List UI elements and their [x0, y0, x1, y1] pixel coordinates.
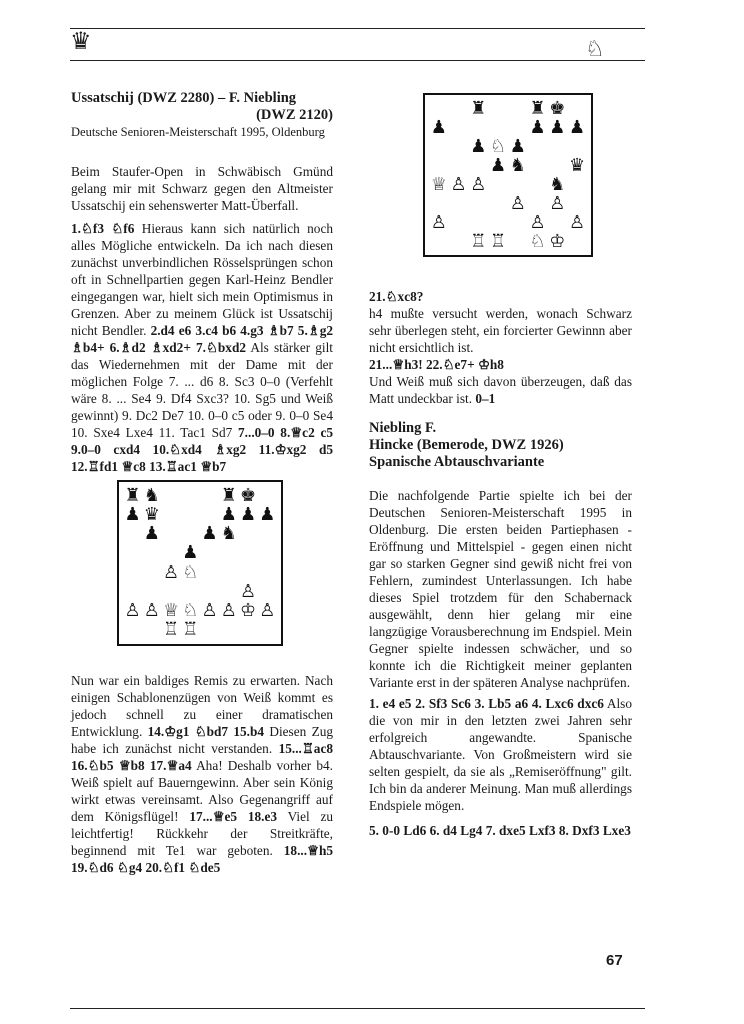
- chess-piece: ♟: [529, 116, 546, 138]
- chess-piece: ♙: [201, 600, 218, 622]
- game2-intro-text: Die nachfolgende Partie spielte ich bei der Deutschen Senioren-Meisterschaft 1995 in Oldenburg. Die ersten beiden Partiephasen - Eröffnung und Mittelspiel - gegen einen nicht gar so starken Gegner sind gewiß nicht frei von Fehlern, zumindest Unterlassungen. Ich habe dieses Spiel trotzdem für den Schabernack ausgewählt, denn hier gelang mir eine langzügige Vorausberechnung im Endspiel. Mein Gegner spielte indessen schwächer, und so konnte ich die Richtigkeit meiner geplanten Variante erst in der späteren Analyse nachprüfen.: [369, 488, 632, 690]
- chess-piece: ♘: [182, 561, 199, 583]
- commentary: Aha! Deshalb vorher b4. Weiß spielt auf Bauerngewinn. Aber sein König wirkt etwas vereinsamt. Also Gegenangriff auf dem Königsflügel!: [71, 758, 333, 824]
- chess-piece: ♟: [549, 116, 566, 138]
- commentary: h4 mußte versucht werden, wonach Schwarz sehr überlegen steht, ein forcierter Gewinnn aber nicht ersichtlich ist.: [369, 306, 632, 355]
- page-number: 67: [606, 952, 623, 969]
- board-square: [258, 582, 277, 601]
- chess-piece: ♙: [143, 600, 160, 622]
- board-square: [258, 563, 277, 582]
- chess-piece: ♟: [201, 523, 218, 545]
- chess-piece: ♟: [182, 542, 199, 564]
- board-square: [200, 505, 219, 524]
- chess-piece: ♙: [470, 173, 487, 195]
- game2-header: [369, 420, 632, 471]
- board-square: [567, 99, 587, 118]
- commentary: Diesen Zug habe ich zunächst nicht verstanden.: [71, 724, 333, 756]
- board-square: [123, 563, 142, 582]
- knight-icon: ♘: [585, 36, 605, 61]
- commentary: Nun war ein baldiges Remis zu erwarten. Nach einigen Schablonenzügen von Weiß kommt es jedoch schnell zu einer dramatischen Entwicklung.: [71, 673, 333, 739]
- board-square: [200, 563, 219, 582]
- moves: 17...♕e5 18.e3: [189, 809, 278, 824]
- board-square: [142, 621, 161, 640]
- board-square: [508, 99, 528, 118]
- board-square: [219, 621, 238, 640]
- chess-diagram-2: [423, 93, 593, 257]
- chess-piece: ♔: [549, 230, 566, 252]
- board-square: [429, 156, 449, 175]
- moves: 14.♔g1 ♘bd7 15.b4: [147, 724, 265, 739]
- chess-piece: ♞: [509, 154, 526, 176]
- chess-piece: ♙: [259, 600, 276, 622]
- game1-intro-text: Beim Staufer-Open in Schwäbisch Gmünd gelang mir mit Schwarz gegen den Altmeister Ussatschij ein sehenswerter Matt-Überfall.: [71, 164, 333, 213]
- game1-title-line1: Ussatschij (DWZ 2280) – F. Niebling: [71, 90, 297, 106]
- board-square: [449, 232, 469, 251]
- moves: 2.d4 e6 3.c4 b6 4.g3 ♗b7 5.♗g2 ♗b4+ 6.♗d2 ♗xd2+ 7.♘bxd2: [71, 323, 333, 355]
- board-square: [449, 99, 469, 118]
- chess-piece: ♙: [240, 580, 257, 602]
- chess-piece: ♟: [124, 503, 141, 525]
- chess-piece: ♔: [240, 600, 257, 622]
- chess-piece: ♖: [470, 230, 487, 252]
- chess-piece: ♙: [529, 211, 546, 233]
- commentary: Und Weiß muß sich davon überzeugen, daß das Matt undeckbar ist.: [369, 374, 632, 406]
- commentary: Also die von mir in den letzten zwei Jahren sehr erfolgreich angewandte. Spanische Abtauschvariante. Von Großmeistern wird sie selten gespielt, da sie als „Remiseröffnung" gilt. Ich bin da anderer Meinung. Man muß allerdings Endspiele mögen.: [369, 696, 632, 813]
- chess-piece: ♛: [143, 503, 160, 525]
- board-square: [548, 137, 568, 156]
- chess-piece: ♜: [220, 484, 237, 506]
- board-square: [219, 563, 238, 582]
- board-square: [567, 137, 587, 156]
- board-square: [488, 194, 508, 213]
- game2-intro: [369, 487, 632, 691]
- chess-piece: ♚: [240, 484, 257, 506]
- board-square: [528, 156, 548, 175]
- board-square: [239, 621, 258, 640]
- game2-moves: [369, 822, 632, 839]
- board-square: [123, 621, 142, 640]
- chess-piece: ♟: [470, 135, 487, 157]
- board-square: [488, 118, 508, 137]
- chess-piece: ♘: [529, 230, 546, 252]
- commentary: Viel zu leichtfertig! Rückkehr der Streitkräfte, beginnend mit Te1 war geboten.: [71, 809, 333, 858]
- chess-piece: ♞: [143, 484, 160, 506]
- chess-piece: ♘: [490, 135, 507, 157]
- board-square: [528, 175, 548, 194]
- board-square: [528, 194, 548, 213]
- board-square: [142, 544, 161, 563]
- chess-piece: ♟: [490, 154, 507, 176]
- chess-piece: ♜: [124, 484, 141, 506]
- chess-piece: ♞: [220, 523, 237, 545]
- chess-diagram-1: [117, 480, 283, 646]
- board-square: [162, 582, 181, 601]
- chess-piece: ♟: [143, 523, 160, 545]
- board-square: [162, 544, 181, 563]
- board-square: [142, 582, 161, 601]
- board-square: [239, 544, 258, 563]
- header-rule-top: [70, 28, 645, 29]
- chess-piece: ♕: [163, 600, 180, 622]
- board-square: [258, 525, 277, 544]
- chess-piece: ♙: [569, 211, 586, 233]
- game1-event: Deutsche Senioren-Meisterschaft 1995, Oldenburg: [71, 125, 325, 139]
- game1-para1: [71, 220, 333, 475]
- board-square: [469, 213, 489, 232]
- chess-piece: ♖: [163, 619, 180, 641]
- board-square: [200, 582, 219, 601]
- game1-para2: [71, 672, 333, 876]
- chess-piece: ♜: [470, 97, 487, 119]
- board-square: [219, 582, 238, 601]
- chess-piece: ♕: [430, 173, 447, 195]
- board-square: [181, 582, 200, 601]
- game1-header: [71, 90, 333, 140]
- chess-piece: ♙: [220, 600, 237, 622]
- board-square: [200, 621, 219, 640]
- board-square: [181, 486, 200, 505]
- board-square: [469, 156, 489, 175]
- moves: 21.♘xc8?: [369, 289, 424, 304]
- chess-piece: ♙: [124, 600, 141, 622]
- board-square: [162, 525, 181, 544]
- board-square: [449, 156, 469, 175]
- chess-piece: ♛: [569, 154, 586, 176]
- board-square: [449, 118, 469, 137]
- chess-piece: ♘: [182, 600, 199, 622]
- board-square: [181, 525, 200, 544]
- board-square: [162, 486, 181, 505]
- board-square: [142, 563, 161, 582]
- board-square: [508, 213, 528, 232]
- moves: 18...♕h5 19.♘d6 ♘g4 20.♘f1 ♘de5: [71, 843, 333, 875]
- board-square: [449, 213, 469, 232]
- game1-title: [71, 90, 333, 124]
- board-square: [508, 175, 528, 194]
- board-square: [219, 544, 238, 563]
- game-result: 0–1: [475, 391, 496, 406]
- board-square: [181, 505, 200, 524]
- board-square: [200, 544, 219, 563]
- board-square: [488, 175, 508, 194]
- board-square: [123, 544, 142, 563]
- board-square: [449, 194, 469, 213]
- chess-piece: ♙: [430, 211, 447, 233]
- game1-title-line2: (DWZ 2120): [256, 107, 333, 123]
- board-square: [239, 563, 258, 582]
- board-square: [548, 213, 568, 232]
- moves: 1.♘f3 ♘f6: [71, 221, 135, 236]
- moves: 1. e4 e5 2. Sf3 Sc6 3. Lb5 a6 4. Lxc6 dxc6: [369, 696, 604, 711]
- board-square: [449, 137, 469, 156]
- game1-intro: [71, 163, 333, 214]
- board-square: [429, 232, 449, 251]
- moves: 15...♖ac8 16.♘b5 ♕b8 17.♕a4: [71, 741, 333, 773]
- board-square: [488, 213, 508, 232]
- footer-rule: [70, 1008, 645, 1009]
- chess-piece: ♖: [490, 230, 507, 252]
- chess-piece: ♟: [220, 503, 237, 525]
- board-square: [567, 194, 587, 213]
- queen-icon: ♛: [70, 29, 92, 55]
- chess-piece: ♟: [569, 116, 586, 138]
- chess-piece: ♙: [549, 192, 566, 214]
- board-square: [567, 175, 587, 194]
- game2-opening: [369, 695, 632, 814]
- diagram-1-grid: [123, 486, 277, 640]
- chess-piece: ♚: [549, 97, 566, 119]
- chess-piece: ♙: [509, 192, 526, 214]
- board-square: [469, 118, 489, 137]
- commentary: Als stärker gilt das Wiedernehmen mit der Dame mit der möglichen Folge 7. ... d6 8. Sc3 0–0 (Verfehlt wäre 8. ... Se4 9. Df4 Sxc3? 10. Sg5 und Weiß gewinnt) 9. Dc2 De7 10. 0–0 c5 oder 9. 0–0 Se4 10. Sxe4 Lxe4 11. Tac1 Sd7: [71, 340, 333, 440]
- board-square: [469, 194, 489, 213]
- board-square: [123, 525, 142, 544]
- board-square: [567, 232, 587, 251]
- game1-conclusion: [369, 288, 632, 407]
- chess-piece: ♖: [182, 619, 199, 641]
- board-square: [429, 194, 449, 213]
- game2-title-line1: Niebling F.: [369, 420, 437, 436]
- chess-piece: ♟: [430, 116, 447, 138]
- board-square: [258, 486, 277, 505]
- board-square: [429, 137, 449, 156]
- board-square: [258, 544, 277, 563]
- moves: 21...♕h3! 22.♘e7+ ♔h8: [369, 357, 504, 372]
- board-square: [508, 232, 528, 251]
- board-square: [429, 99, 449, 118]
- chess-piece: ♜: [529, 97, 546, 119]
- game2-title-line2: Hincke (Bemerode, DWZ 1926): [369, 437, 564, 453]
- header-rule-bottom: [70, 60, 645, 61]
- board-square: [239, 525, 258, 544]
- moves: 5. 0-0 Ld6 6. d4 Lg4 7. dxe5 Lxf3 8. Dxf3 Lxe3: [369, 823, 631, 838]
- board-square: [488, 99, 508, 118]
- board-square: [258, 621, 277, 640]
- chess-piece: ♞: [549, 173, 566, 195]
- commentary: Hieraus kann sich natürlich noch alles Mögliche entwickeln. Da ich nach diesen zunächst unverbindlichen Rösselsprüngen schon oft in Schnellpartien gegen Karl-Heinz Bendler eingegangen war, hielt sich mein Optimismus in Grenzen. Aber zu meinem Glück ist Ussatschij nicht Bendler.: [71, 221, 333, 338]
- board-square: [548, 156, 568, 175]
- moves: 7...0–0 8.♕c2 c5 9.0–0 cxd4 10.♘xd4 ♗xg2 11.♔xg2 d5 12.♖fd1 ♕c8 13.♖ac1 ♕b7: [71, 425, 333, 474]
- chess-piece: ♟: [509, 135, 526, 157]
- board-square: [123, 582, 142, 601]
- chess-piece: ♟: [240, 503, 257, 525]
- chess-piece: ♟: [259, 503, 276, 525]
- board-square: [162, 505, 181, 524]
- diagram-2-grid: [429, 99, 587, 251]
- board-square: [528, 137, 548, 156]
- chess-piece: ♙: [450, 173, 467, 195]
- board-square: [200, 486, 219, 505]
- chess-piece: ♙: [163, 561, 180, 583]
- game2-title-line3: Spanische Abtauschvariante: [369, 454, 545, 470]
- board-square: [508, 118, 528, 137]
